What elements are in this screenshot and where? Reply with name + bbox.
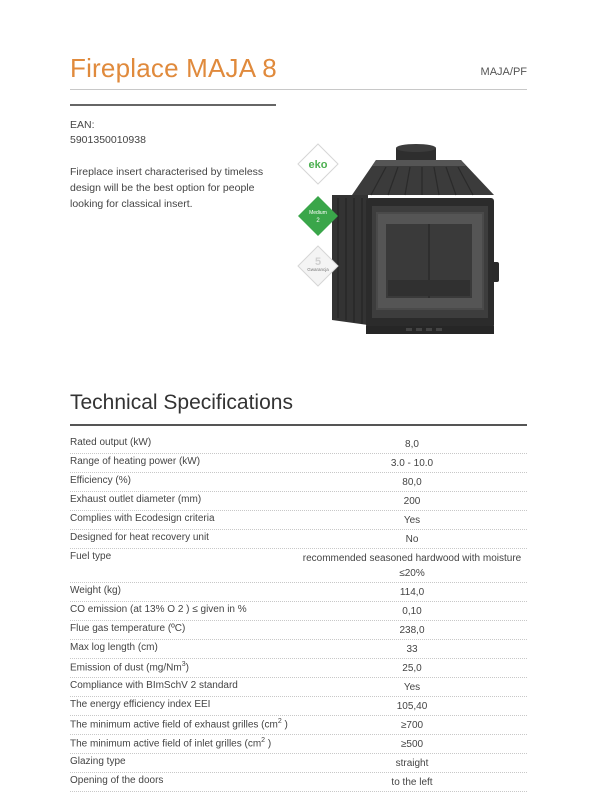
spec-row	[70, 549, 527, 583]
spec-label: The minimum active field of inlet grilles ($cm^2$ )	[70, 737, 272, 750]
spec-label: Opening of the doors	[70, 775, 164, 786]
warranty-text: Gwarancja	[307, 267, 329, 272]
medium-badge-line2: 2	[316, 218, 320, 224]
spec-row	[70, 697, 527, 716]
spec-label: Emission of dust (mg/Nm$^3$)	[70, 661, 189, 674]
spec-row	[70, 583, 527, 602]
spec-table	[70, 435, 527, 792]
medium-badge-line1: Medium	[309, 210, 327, 216]
spec-label: Range of heating power (kW)	[70, 456, 201, 467]
spec-section-title: Technical Specifications	[70, 391, 293, 414]
product-code: MAJA/PF	[480, 66, 527, 78]
spec-row	[70, 678, 527, 697]
spec-value: 200	[403, 496, 421, 507]
spec-row	[70, 659, 527, 678]
spec-value: 114,0	[399, 587, 425, 598]
fireplace-image	[296, 140, 506, 340]
spec-label: Fuel type	[70, 551, 112, 562]
spec-label: Compliance with BImSchV 2 standard	[70, 680, 238, 691]
spec-label: Exhaust outlet diameter (mm)	[70, 494, 202, 505]
spec-value: to the left	[391, 777, 433, 788]
spec-value: recommended seasoned hardwood with moisture ≤20%	[302, 553, 522, 579]
spec-row	[70, 640, 527, 659]
spec-label: Designed for heat recovery unit	[70, 532, 209, 543]
spec-row	[70, 602, 527, 621]
page-title: Fireplace MAJA 8	[70, 53, 277, 83]
ean-value: 5901350010938	[70, 134, 146, 146]
warranty-number: 5	[314, 256, 322, 268]
spec-label: CO emission (at 13% O 2 ) ≤ given in %	[70, 604, 247, 615]
spec-value: 105,40	[396, 701, 428, 712]
spec-row	[70, 473, 527, 492]
spec-value: 80,0	[402, 477, 422, 488]
spec-label: Weight (kg)	[70, 585, 121, 596]
spec-value: No	[405, 534, 419, 545]
spec-value: 8,0	[405, 439, 419, 450]
spec-value: ≥700	[400, 720, 424, 731]
spec-row	[70, 754, 527, 773]
spec-label: Glazing type	[70, 756, 126, 767]
spec-label: Max log length (cm)	[70, 642, 158, 653]
spec-label: Flue gas temperature (ºC)	[70, 623, 186, 634]
header-divider	[70, 89, 527, 90]
spec-row	[70, 773, 527, 792]
spec-value: Yes	[403, 682, 421, 693]
spec-value: 33	[406, 644, 418, 655]
spec-label: The energy efficiency index EEI	[70, 699, 211, 710]
spec-value: 238,0	[399, 625, 425, 636]
spec-label: Complies with Ecodesign criteria	[70, 513, 215, 524]
spec-label: Efficiency (%)	[70, 475, 131, 486]
spec-value: straight	[395, 758, 429, 769]
spec-divider	[70, 424, 527, 426]
spec-label: Rated output (kW)	[70, 437, 152, 448]
eko-badge-label: eko	[308, 159, 328, 171]
product-description: Fireplace insert characterised by timeless design will be the best option for people looking for classical insert.	[70, 166, 264, 210]
spec-row	[70, 716, 527, 735]
spec-value: 3.0 - 10.0	[390, 458, 434, 469]
eko-badge	[298, 144, 338, 184]
spec-row	[70, 511, 527, 530]
spec-row	[70, 530, 527, 549]
spec-value: Yes	[403, 515, 421, 526]
ean-label: EAN:	[70, 119, 95, 131]
spec-value: ≥500	[400, 739, 424, 750]
spec-value: 25,0	[402, 663, 422, 674]
spec-row	[70, 735, 527, 754]
spec-label: The minimum active field of exhaust grilles ($cm^2$ )	[70, 718, 288, 731]
spec-row	[70, 454, 527, 473]
spec-row	[70, 435, 527, 454]
spec-row	[70, 621, 527, 640]
short-divider	[70, 104, 276, 106]
spec-value: 0,10	[402, 606, 422, 617]
spec-row	[70, 492, 527, 511]
